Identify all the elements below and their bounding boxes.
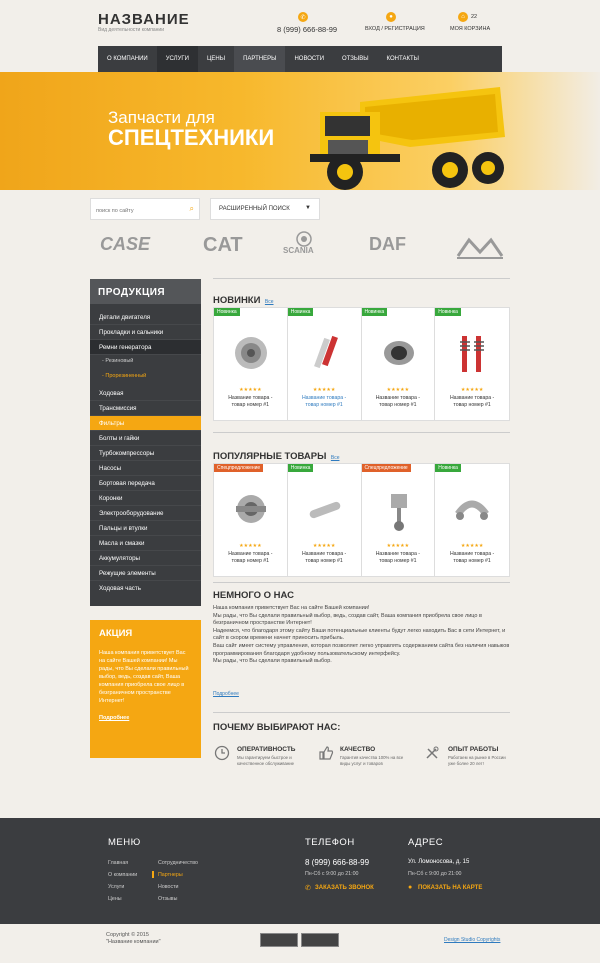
product-name-line2: товар номер #1 <box>231 558 270 564</box>
why-title: ПОЧЕМУ ВЫБИРАЮТ НАС: <box>213 722 341 733</box>
divider <box>213 712 510 713</box>
sidebar-item-turbo[interactable]: Турбокомпрессоры <box>90 446 201 461</box>
product-name-line2: товар номер #1 <box>453 402 491 408</box>
thumbs-up-icon <box>318 745 334 761</box>
product-sidebar <box>90 279 201 606</box>
sidebar-item-transmission[interactable]: Трансмиссия <box>90 401 201 416</box>
brand-scania[interactable]: SCANIA <box>283 246 314 255</box>
divider <box>213 278 510 279</box>
sidebar-item-belts[interactable]: Ремни генератора <box>90 340 201 355</box>
search-icon[interactable]: ⌕ <box>189 204 194 213</box>
dump-truck-image <box>300 82 520 194</box>
about-more-link[interactable]: Подробнее <box>213 691 239 697</box>
badge-new: Новинка <box>214 308 240 316</box>
piston-image <box>379 484 419 534</box>
product-name-line1: Название товара - <box>449 395 495 401</box>
user-icon: ● <box>386 12 396 22</box>
product-card[interactable] <box>362 308 436 420</box>
logo-subtitle: Вид деятельности компании <box>98 27 165 33</box>
login-link[interactable]: ВХОД / РЕГИСТРАЦИЯ <box>365 26 425 32</box>
badge-new: Новинка <box>435 308 461 316</box>
header <box>0 0 600 45</box>
map-link[interactable]: ПОКАЗАТЬ НА КАРТЕ <box>418 885 483 891</box>
brand-case[interactable]: CASE <box>100 234 151 254</box>
product-name-line1: Название товара - <box>228 395 273 401</box>
promo-title: АКЦИЯ <box>99 628 133 639</box>
why-item-title: ОПЕРАТИВНОСТЬ <box>237 746 296 753</box>
sidebar-item-oils[interactable]: Масла и смазки <box>90 536 201 551</box>
rating-stars: ★★★★★ <box>386 543 410 549</box>
promo-text: Наша компания приветствует Вас на сайте Вашей компании! Мы рады, что Вы сделали правильный выбор, ведь, создав сайт, Ваша компания приобрела свое лицо в безграничном пространстве Интернет! <box>99 650 189 704</box>
counter-badge-1[interactable] <box>260 933 298 947</box>
sidebar-item-crowns[interactable]: Коронки <box>90 491 201 506</box>
counter-badge-2[interactable] <box>301 933 339 947</box>
rating-stars: ★★★★★ <box>460 387 484 393</box>
nav-contacts[interactable]: КОНТАКТЫ <box>386 56 419 62</box>
about-paragraph: Мы рады, что Вы сделали правильный выбор, ведь, создав сайт, Ваша компания приобрела свое лицо в безграничном пространстве Интернет! <box>213 612 482 627</box>
exhaust-pipe-image <box>305 484 345 534</box>
advanced-search-dropdown[interactable] <box>210 198 320 220</box>
product-name-line2: товар номер #1 <box>453 558 491 564</box>
about-paragraph: Надеемся, что благодаря этому сайту Ваши потенциальные клиенты будут легко находить Вас в сети Интернет, и сайт в скором времени начнет приносить прибыль. <box>213 627 506 642</box>
hero-line1: Запчасти для <box>108 108 215 127</box>
rating-stars: ★★★★★ <box>460 543 484 549</box>
sidebar-item-bolts[interactable]: Болты и гайки <box>90 431 201 446</box>
nav-reviews[interactable]: ОТЗЫВЫ <box>342 56 369 62</box>
brand-daf[interactable]: DAF <box>369 234 406 254</box>
product-name-line1: Название товара - <box>301 551 347 557</box>
nav-prices[interactable]: ЦЕНЫ <box>206 56 226 62</box>
product-name[interactable] <box>362 551 435 565</box>
footer-link[interactable]: Главная <box>108 860 129 866</box>
sidebar-title: ПРОДУКЦИЯ <box>90 279 201 304</box>
footer-link[interactable]: Цены <box>108 896 122 902</box>
footer-link[interactable]: Отзывы <box>158 896 178 902</box>
divider <box>213 582 510 583</box>
product-card[interactable] <box>362 464 436 576</box>
new-products <box>213 307 510 421</box>
about-text <box>213 605 510 666</box>
nav-about[interactable]: О КОМПАНИИ <box>107 56 148 62</box>
search-box <box>90 198 200 220</box>
sidebar-item-chassis[interactable]: Ходовая <box>90 386 201 401</box>
sidebar-item-pumps[interactable]: Насосы <box>90 461 201 476</box>
sidebar-item-electrical[interactable]: Электрооборудование <box>90 506 201 521</box>
map-pin-icon: ● <box>408 884 413 891</box>
advanced-search-label: РАСШИРЕННЫЙ ПОИСК <box>219 206 290 212</box>
footer-link[interactable]: Сотрудничество <box>158 860 198 866</box>
footer-phone[interactable]: 8 (999) 666-88-99 <box>305 858 370 867</box>
why-item-title: ОПЫТ РАБОТЫ <box>448 746 499 753</box>
chevron-down-icon: ▼ <box>305 205 311 211</box>
rating-stars: ★★★★★ <box>312 543 336 549</box>
callback-link[interactable]: ЗАКАЗАТЬ ЗВОНОК <box>315 885 374 891</box>
footer <box>0 818 600 924</box>
product-card[interactable] <box>214 308 288 420</box>
rating-stars: ★★★★★ <box>239 543 262 549</box>
sidebar-subitem-label: Резиновый <box>105 358 134 364</box>
maz-logo-icon[interactable] <box>455 234 505 260</box>
active-marker <box>152 871 154 878</box>
nav-news[interactable]: НОВОСТИ <box>294 56 325 62</box>
about-title: НЕМНОГО О НАС <box>213 590 295 601</box>
footer-address: Ул. Ломоносова, д. 15 <box>408 859 470 865</box>
footer-link[interactable]: Новости <box>158 884 179 890</box>
badge-new: Новинка <box>288 308 314 316</box>
why-item-title: КАЧЕСТВО <box>340 746 376 753</box>
why-item-text: Работаем на рынке в России уже более 20 лет! <box>448 755 506 766</box>
product-card[interactable] <box>435 308 509 420</box>
scania-griffin-icon <box>296 231 312 247</box>
product-name[interactable] <box>214 395 287 409</box>
product-card[interactable] <box>288 308 362 420</box>
sidebar-item-final-drive[interactable]: Бортовая передача <box>90 476 201 491</box>
footer-address-hours: Пн-Сб с 9:00 до 21:00 <box>408 871 462 877</box>
popular-products <box>213 463 510 577</box>
sidebar-item-filters[interactable]: Фильтры <box>90 416 201 431</box>
product-name-line1: Название товара - <box>228 551 273 557</box>
phone-icon: ✆ <box>298 12 308 22</box>
shock-absorber-image <box>452 328 492 378</box>
footer-menu-title: МЕНЮ <box>108 837 141 848</box>
copyright-line2: "Название компании" <box>106 939 161 945</box>
rating-stars: ★★★★★ <box>386 387 410 393</box>
header-phone[interactable]: 8 (999) 666-88-99 <box>277 25 338 34</box>
product-name[interactable] <box>435 551 509 565</box>
sidebar-item-engine[interactable]: Детали двигателя <box>90 310 201 325</box>
brand-logos <box>90 228 510 268</box>
new-header <box>213 290 274 308</box>
hero-banner <box>0 72 600 190</box>
main-nav <box>98 46 502 72</box>
product-name[interactable] <box>288 395 361 409</box>
sidebar-subitem-rubber[interactable]: - Резиновый <box>102 358 134 364</box>
product-card[interactable] <box>288 464 362 576</box>
footer-link-active[interactable]: Партнеры <box>158 872 183 878</box>
product-card[interactable] <box>214 464 288 576</box>
new-title: НОВИНКИ <box>213 295 261 306</box>
search-input[interactable] <box>91 201 181 221</box>
product-name[interactable] <box>362 395 435 409</box>
promo-more-link[interactable]: Подробнее <box>99 715 130 721</box>
brand-cat[interactable]: CAT <box>203 234 243 256</box>
badge-new: Новинка <box>288 464 314 472</box>
rating-stars: ★★★★★ <box>239 387 262 393</box>
nav-partners[interactable]: ПАРТНЕРЫ <box>234 46 285 72</box>
bottom-bar <box>0 924 600 963</box>
popular-title: ПОПУЛЯРНЫЕ ТОВАРЫ <box>213 451 327 462</box>
popular-header <box>213 446 339 464</box>
badge-special: Спецпредложение <box>362 464 411 472</box>
nav-services[interactable]: УСЛУГИ <box>157 46 198 72</box>
phone-icon: ✆ <box>305 885 311 892</box>
why-item-text: Мы гарантируем быстрое и качественное обслуживание <box>237 755 295 766</box>
product-name-line1: Название товара - <box>375 551 421 557</box>
cart-icon[interactable]: ⌂ <box>458 12 468 22</box>
about-paragraph: Наша компания приветствует Вас на сайте Вашей компании! <box>213 605 370 611</box>
logo-title[interactable]: НАЗВАНИЕ <box>98 11 190 28</box>
product-name-line1: Название товара - <box>301 395 347 401</box>
footer-link[interactable]: О компании <box>108 872 138 878</box>
sidebar-item-gaskets[interactable]: Прокладки и сальники <box>90 325 201 340</box>
spark-plug-image <box>305 328 345 378</box>
divider <box>213 432 510 433</box>
product-name-line1: Название товара - <box>375 395 421 401</box>
footer-link[interactable]: Услуги <box>108 884 125 890</box>
sidebar-item-undercarriage[interactable]: Ходовая часть <box>99 585 141 592</box>
product-name-line2: товар номер #1 <box>379 402 417 408</box>
sidebar-subitem-rubberized[interactable]: - Прорезиненный <box>102 373 147 379</box>
product-name-line2: товар номер #1 <box>305 402 343 408</box>
sidebar-item-cutting[interactable]: Режущие элементы <box>90 566 201 581</box>
badge-special: Спецпредложение <box>214 464 263 472</box>
copyright-line1: Copyright © 2015 <box>106 932 149 938</box>
product-name-line2: товар номер #1 <box>231 402 270 408</box>
product-name[interactable] <box>214 551 287 565</box>
sidebar-item-batteries[interactable]: Аккумуляторы <box>90 551 201 566</box>
about-paragraph: Мы рады, что Вы сделали правильный выбор. <box>213 658 332 665</box>
promo-box <box>90 620 201 758</box>
manifold-image <box>452 484 492 534</box>
footer-hours: Пн-Сб с 9:00 до 21:00 <box>305 871 359 877</box>
product-card[interactable] <box>435 464 509 576</box>
sidebar-subitem-label: Прорезиненный <box>105 373 147 379</box>
popular-all-link[interactable]: Все <box>330 455 340 461</box>
rating-stars: ★★★★★ <box>312 387 336 393</box>
why-item-text: Гарантия качества 100% на все виды услуг и товаров <box>340 755 404 766</box>
clock-icon <box>214 745 230 761</box>
product-name[interactable] <box>435 395 509 409</box>
product-name[interactable] <box>288 551 361 565</box>
sidebar-item-pins[interactable]: Пальцы и втулки <box>90 521 201 536</box>
hero-line2: СПЕЦТЕХНИКИ <box>108 125 275 150</box>
new-all-link[interactable]: Все <box>264 299 274 305</box>
product-name-line2: товар номер #1 <box>305 558 343 564</box>
cart-link[interactable]: МОЯ КОРЗИНА <box>450 26 491 32</box>
footer-phone-title: ТЕЛЕФОН <box>305 837 355 848</box>
product-name-line1: Название товара - <box>449 551 495 557</box>
cart-count: 22 <box>471 14 478 20</box>
design-credits-link[interactable]: Design Studio Copyrights <box>444 937 501 943</box>
about-paragraph: Ваш сайт имеет систему управления, которая позволяет легко управлять содержанием сайта без наличия навыков программирования благодаря удобному пользовательскому интерфейсу. <box>213 642 510 657</box>
alternator-image <box>231 484 271 534</box>
tools-icon <box>424 745 440 761</box>
badge-new: Новинка <box>435 464 461 472</box>
badge-new: Новинка <box>362 308 388 316</box>
brake-disc-image <box>231 328 271 378</box>
footer-address-title: АДРЕС <box>408 837 444 848</box>
air-filter-image <box>379 328 419 378</box>
product-name-line2: товар номер #1 <box>379 558 417 564</box>
